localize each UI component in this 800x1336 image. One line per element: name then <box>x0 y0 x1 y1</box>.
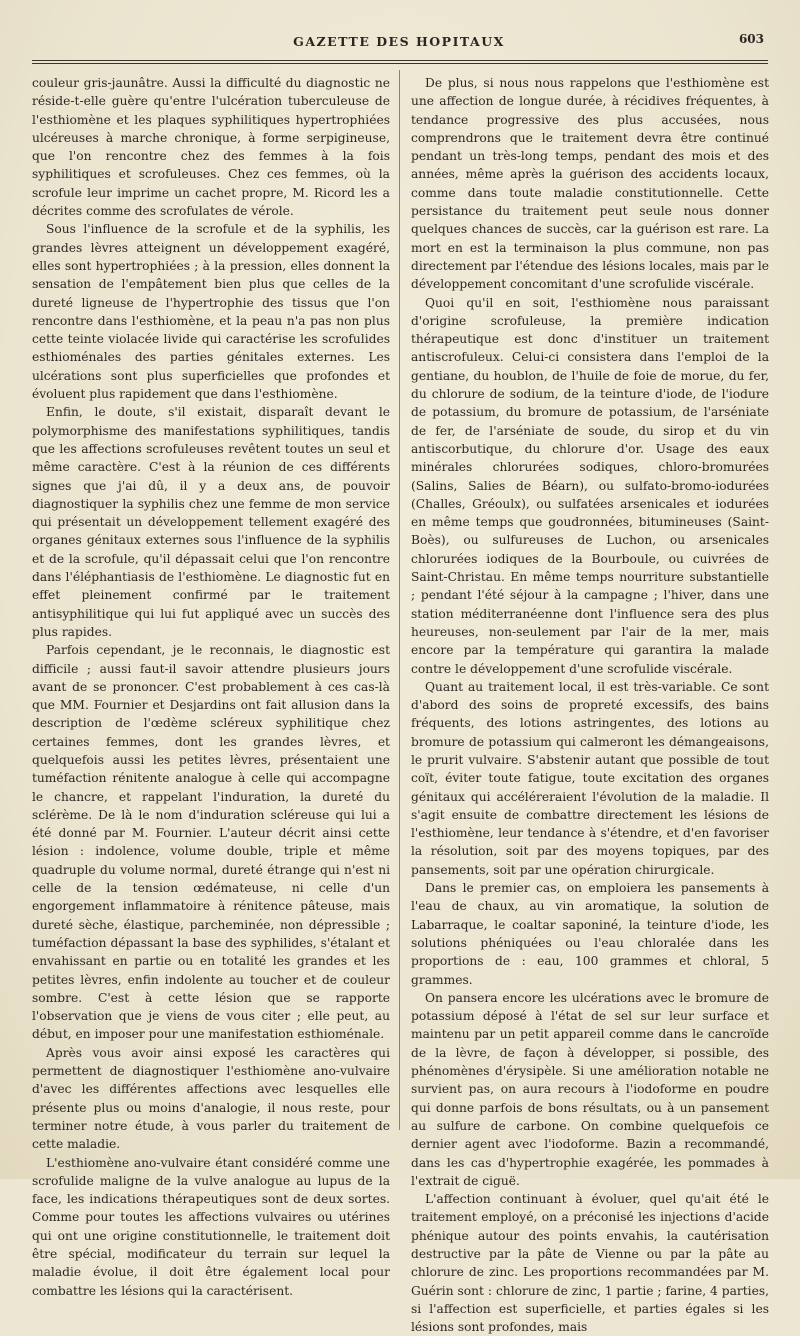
page-number: 603 <box>738 32 764 46</box>
paragraph: Quoi qu'il en soit, l'esthiomène nous paraissant d'origine scrofuleuse, la première indication thérapeutique est donc d'instituer un traitement antiscrofuleux. Celui-ci consistera dans l'emploi de la gentiane, du houblon, de l'huile de foie de morue, du fer, du chlorure de sodium, de la teinture d'iode, de l'iodure de potassium, du bromure de potassium, de l'arséniate de fer, de l'arséniate de soude, du sirop et du vin antiscorbutique, du chlorure d'or. Usage des eaux minérales chlorurées sodiques, chloro-bromurées (Salins, Salies de Béarn), ou sulfato-bromo-iodurées (Challes, Gréoulx), ou sulfatées arsenicales et iodurées en même temps que goudronnées, bitumineuses (Saint-Boès), ou sulfureuses de Luchon, ou arsenicales chlorurées iodiques de la Bourboule, ou cuivrées de Saint-Christau. En même temps nourriture substantielle ; pendant l'été séjour à la campagne ; l'hiver, dans une station méditerranéenne dont l'influence sera des plus heureuses, non-seulement par l'air de la mer, mais encore par la température qui garantira la malade contre le développement d'une scrofulide viscérale. <box>411 295 769 676</box>
paragraph: De plus, si nous nous rappelons que l'esthiomène est une affection de longue durée, à récidives fréquentes, à tendance progressive des plus accusées, nous comprendrons que le traitement devra être continué pendant un très-long temps, pendant des mois et des années, même après la guérison des accidents locaux, comme dans toute maladie constitutionnelle. Cette persistance du traitement peut seule nous donner quelques chances de succès, car la guérison est rare. La mort en est la terminaison la plus commune, non pas directement par l'étendue des lésions locales, mais par le développement concomitant d'une scrofulide viscérale. <box>411 76 769 292</box>
paragraph: Quant au traitement local, il est très-variable. Ce sont d'abord des soins de propreté excessifs, des bains fréquents, des lotions astringentes, des lotions au bromure de potassium qui calmeront les démangeaisons, le prurit vulvaire. S'abstenir autant que possible de tout coït, éviter toute fatigue, toute excitation des organes génitaux qui accéléreraient l'évolution de la maladie. Il s'agit ensuite de combattre directement les lésions de l'esthiomène, leur tendance à s'étendre, et d'en favoriser la résolution, soit par des moyens topiques, par des pansements, soit par une opération chirurgicale. <box>411 679 769 877</box>
left-column <box>32 74 390 1300</box>
page-header <box>34 34 764 54</box>
right-column <box>411 74 769 1336</box>
paragraph: Enfin, le doute, s'il existait, disparaît devant le polymorphisme des manifestations syphilitiques, tandis que les affections scrofuleuses revêtent toutes un seul et même caractère. C'est à la réunion de ces différents signes que j'ai dû, il y a deux ans, de pouvoir diagnostiquer la syphilis chez une femme de mon service qui présentait un développement tellement exagéré des organes génitaux externes sous l'influence de la syphilis et de la scrofule, qu'il dépassait celui que l'on rencontre dans l'éléphantiasis de l'esthiomène. Le diagnostic fut en effet pleinement confirmé par le traitement antisyphilitique qui lui fut appliqué avec un succès des plus rapides. <box>32 405 390 639</box>
header-rule-top <box>32 60 768 61</box>
paragraph: Sous l'influence de la scrofule et de la syphilis, les grandes lèvres atteignent un développement exagéré, elles sont hypertrophiées ; à la pression, elles donnent la sensation de l'empâtement bien plus que celles de la dureté ligneuse de l'hypertrophie des tissus que l'on rencontre dans l'esthiomène, et la peau n'a pas non plus cette teinte violacée livide qui caractérise les scrofulides esthioménales des parties génitales externes. Les ulcérations sont plus superficielles que profondes et évoluent plus rapidement que dans l'esthiomène. <box>32 222 390 402</box>
paragraph: Parfois cependant, je le reconnais, le diagnostic est difficile ; aussi faut-il savoir attendre plusieurs jours avant de se prononcer. C'est probablement à ces cas-là que MM. Fournier et Desjardins ont fait allusion dans la description de l'œdème scléreux syphilitique chez certaines femmes, dont les grandes lèvres, et quelquefois aussi les petites lèvres, présentaient une tuméfaction rénitente analogue à celle qui accompagne le chancre, et rappelant l'induration, la dureté du sclérème. De là le nom d'induration scléreuse qui lui a été donné par M. Fournier. L'auteur décrit ainsi cette lésion : indolence, volume double, triple et même quadruple du volume normal, dureté étrange qui n'est ni celle de la tension œdémateuse, ni celle d'un engorgement inflammatoire à rénitence pâteuse, mais dureté sèche, élastique, parcheminée, non dépressible ; tuméfaction dépassant la base des syphilides, s'étalant et envahissant en partie ou en totalité les grandes et les petites lèvres, enfin indolente au toucher et de couleur sombre. C'est à cette lésion que se rapporte l'observation que je viens de vous citer ; elle peut, au début, en imposer pour une manifestation esthioménale. <box>32 643 390 1042</box>
paragraph: L'affection continuant à évoluer, quel qu'ait été le traitement employé, on a préconisé les injections d'acide phénique autour des points envahis, la cautérisation destructive par la pâte de Vienne ou par la pâte au chlorure de zinc. Les proportions recommandées par M. Guérin sont : chlorure de zinc, 1 partie ; farine, 4 parties, si l'affection est superficielle, et parties égales si les lésions sont profondes, mais <box>411 1192 769 1335</box>
paragraph: Après vous avoir ainsi exposé les caractères qui permettent de diagnostiquer l'esthiomène ano-vulvaire d'avec les différentes affections avec lesquelles elle présente plus ou moins d'analogie, il nous reste, pour terminer notre étude, à vous parler du traitement de cette maladie. <box>32 1045 390 1152</box>
journal-title: GAZETTE DES HOPITAUX <box>293 34 505 49</box>
paragraph: On pansera encore les ulcérations avec le bromure de potassium déposé à l'état de sel sur leur surface et maintenu par un petit appareil comme dans le cancroïde de la lèvre, de façon à développer, si possible, des phénomènes d'érysipèle. Si une amélioration notable ne survient pas, on aura recours à l'iodoforme en poudre qui donne parfois de bons résultats, ou à un pansement au sulfure de carbone. On combine quelquefois ce dernier agent avec l'iodoforme. Bazin a recommandé, dans les cas d'hypertrophie exagérée, les pommades à l'extrait de ciguë. <box>411 990 769 1188</box>
paragraph: couleur gris-jaunâtre. Aussi la difficulté du diagnostic ne réside-t-elle guère qu'entre l'ulcération tuberculeuse de l'esthiomène et les plaques syphilitiques hypertrophiées ulcéreuses à marche chronique, à forme serpigineuse, que l'on rencontre chez des femmes à la fois syphilitiques et scrofuleuses. Chez ces femmes, où la scrofule leur imprime un cachet propre, M. Ricord les a décrites comme des scrofulates de vérole. <box>32 76 390 219</box>
paragraph: Dans le premier cas, on emploiera les pansements à l'eau de chaux, au vin aromatique, la solution de Labarraque, le coaltar saponiné, la teinture d'iode, les solutions phéniquées ou l'eau chloralée dans les proportions de : eau, 100 grammes et chloral, 5 grammes. <box>411 881 769 987</box>
paragraph: L'esthiomène ano-vulvaire étant considéré comme une scrofulide maligne de la vulve analogue au lupus de la face, les indications thérapeutiques sont de deux sortes. Comme pour toutes les affections vulvaires ou utérines qui ont une origine constitutionnelle, le traitement doit être spécial, modificateur du terrain sur lequel la maladie évolue, il doit être également local pour combattre les lésions qui la caractérisent. <box>32 1155 390 1298</box>
header-rule-bottom <box>32 63 768 64</box>
column-divider <box>399 70 400 1130</box>
